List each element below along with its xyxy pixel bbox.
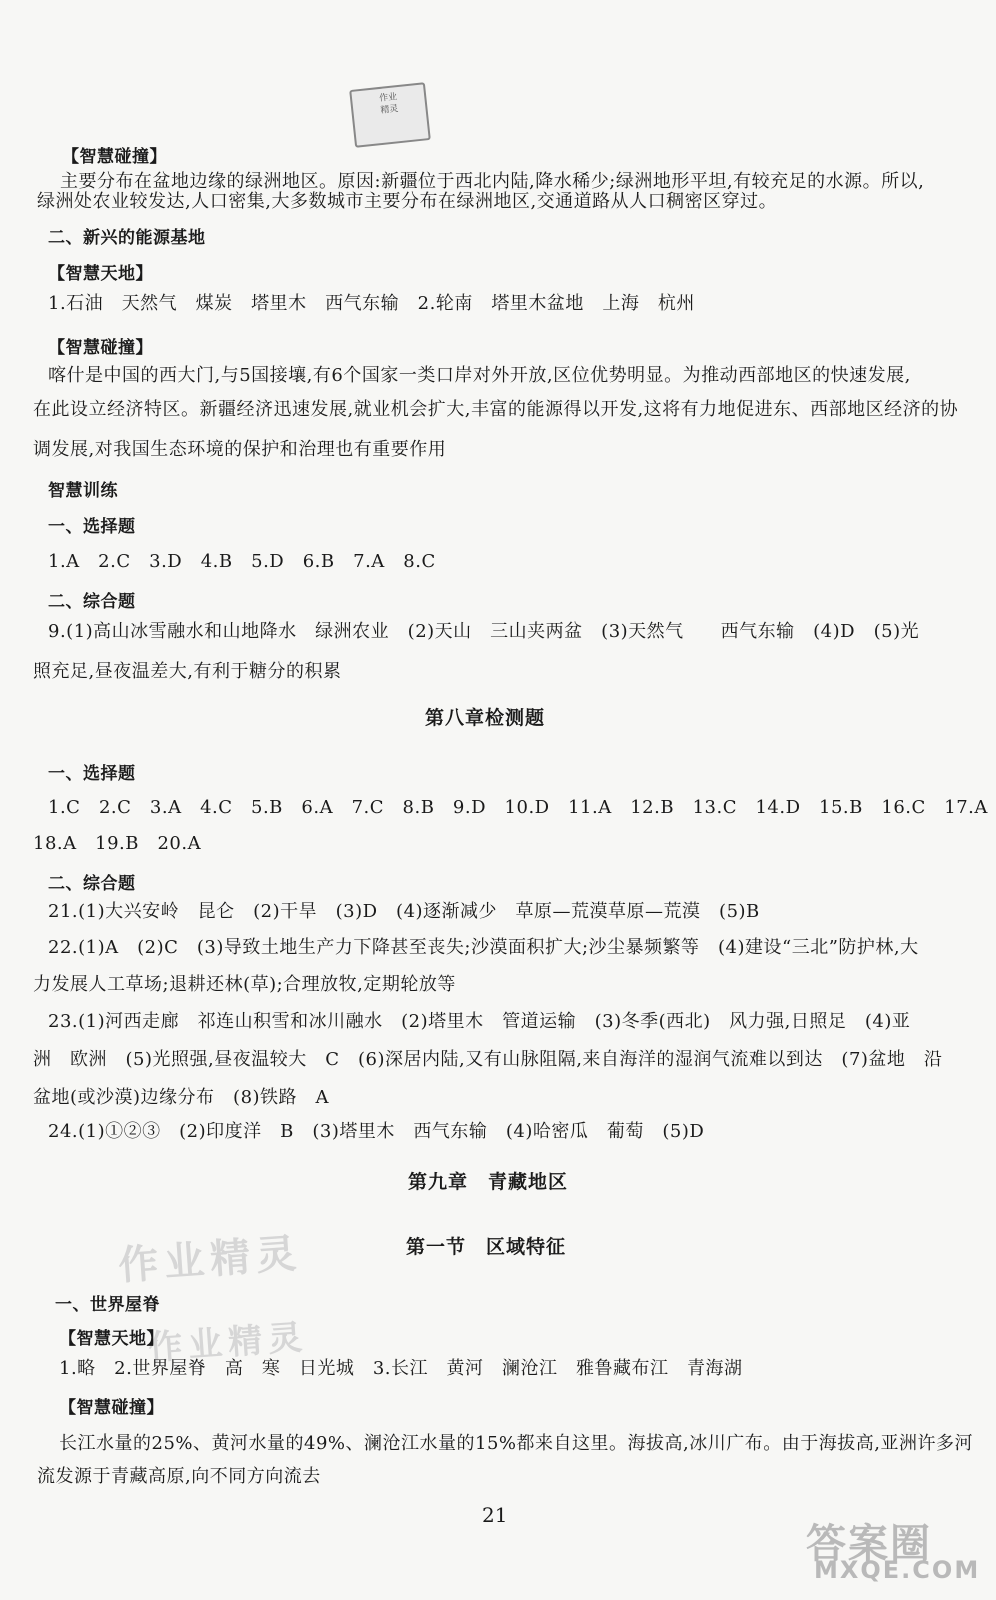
text-line: 喀什是中国的西大门,与5国接壤,有6个国家一类口岸对外开放,区位优势明显。为推动西部地区的快速发展, [48,365,911,386]
answer-line: 23.(1)河西走廊 祁连山积雪和冰川融水 (2)塔里木 管道运输 (3)冬季(西北) 风力强,日照足 (4)亚 [48,1011,911,1032]
section-label: 【智慧碰撞】 [48,338,153,358]
section-heading: 一、选择题 [48,517,136,537]
answer-line: 21.(1)大兴安岭 昆仑 (2)干旱 (3)D (4)逐渐减少 草原—荒漠草原—荒漠 (5)B [48,901,760,922]
section-heading: 智慧训练 [48,481,118,501]
answer-line: 24.(1)①②③ (2)印度洋 B (3)塔里木 西气东输 (4)哈密瓜 葡萄 (5)D [48,1121,705,1142]
answer-line: 1.A 2.C 3.D 4.B 5.D 6.B 7.A 8.C [48,551,436,572]
text-line: 主要分布在盆地边缘的绿洲地区。原因:新疆位于西北内陆,降水稀少;绿洲地形平坦,有较充足的水源。所以, [60,171,925,192]
answer-line: 盆地(或沙漠)边缘分布 (8)铁路 A [33,1087,330,1108]
chapter-title: 第九章 青藏地区 [408,1171,569,1193]
text-line: 流发源于青藏高原,向不同方向流去 [37,1466,321,1487]
section-heading: 一、世界屋脊 [55,1295,160,1315]
page-number: 21 [482,1503,508,1527]
answer-line: 1.略 2.世界屋脊 高 寒 日光城 3.长江 黄河 澜沧江 雅鲁藏布江 青海湖 [59,1358,743,1379]
section-title: 第一节 区域特征 [406,1236,567,1258]
answer-line: 22.(1)A (2)C (3)导致土地生产力下降甚至丧失;沙漠面积扩大;沙尘暴频繁等 (4)建设“三北”防护林,大 [48,937,919,958]
text-line: 在此设立经济特区。新疆经济迅速发展,就业机会扩大,丰富的能源得以开发,这将有力地促进东、西部地区经济的协 [33,399,959,420]
section-label: 【智慧天地】 [48,264,153,284]
stamp-logo: 作业 精灵 [349,82,431,148]
section-heading: 二、新兴的能源基地 [48,228,206,248]
text-line: 长江水量的25%、黄河水量的49%、澜沧江水量的15%都来自这里。海拔高,冰川广布。由于海拔高,亚洲许多河 [59,1433,973,1454]
text-line: 绿洲处农业较发达,人口密集,大多数城市主要分布在绿洲地区,交通道路从人口稠密区穿过。 [37,191,778,212]
section-heading: 二、综合题 [48,592,136,612]
answer-line: 力发展人工草场;退耕还林(草);合理放牧,定期轮放等 [33,974,456,995]
answer-line: 照充足,昼夜温差大,有利于糖分的积累 [33,661,342,682]
text-line: 1.石油 天然气 煤炭 塔里木 西气东输 2.轮南 塔里木盆地 上海 杭州 [48,293,695,314]
section-label: 【智慧碰撞】 [59,1398,164,1418]
answer-line: 9.(1)高山冰雪融水和山地降水 绿洲农业 (2)天山 三山夹两盆 (3)天然气 西气东输 (4)D (5)光 [48,621,920,642]
answer-line: 18.A 19.B 20.A [33,833,202,854]
answer-line: 1.C 2.C 3.A 4.C 5.B 6.A 7.C 8.B 9.D 10.D 11.A 12.B 13.C 14.D 15.B 16.C 17.A [48,797,988,818]
site-logo: 答案圈 MXQE.COM [806,1521,981,1584]
section-heading: 二、综合题 [48,874,136,894]
text-line: 调发展,对我国生态环境的保护和治理也有重要作用 [33,439,447,460]
chapter-title: 第八章检测题 [425,707,546,729]
section-label: 【智慧碰撞】 [62,147,167,167]
watermark: 作业精灵 [147,1317,310,1369]
watermark: 作业精灵 [116,1230,304,1290]
section-label: 【智慧天地】 [59,1329,164,1349]
section-heading: 一、选择题 [48,764,136,784]
answer-line: 洲 欧洲 (5)光照强,昼夜温较大 C (6)深居内陆,又有山脉阻隔,来自海洋的湿润气流难以到达 (7)盆地 沿 [33,1049,943,1070]
